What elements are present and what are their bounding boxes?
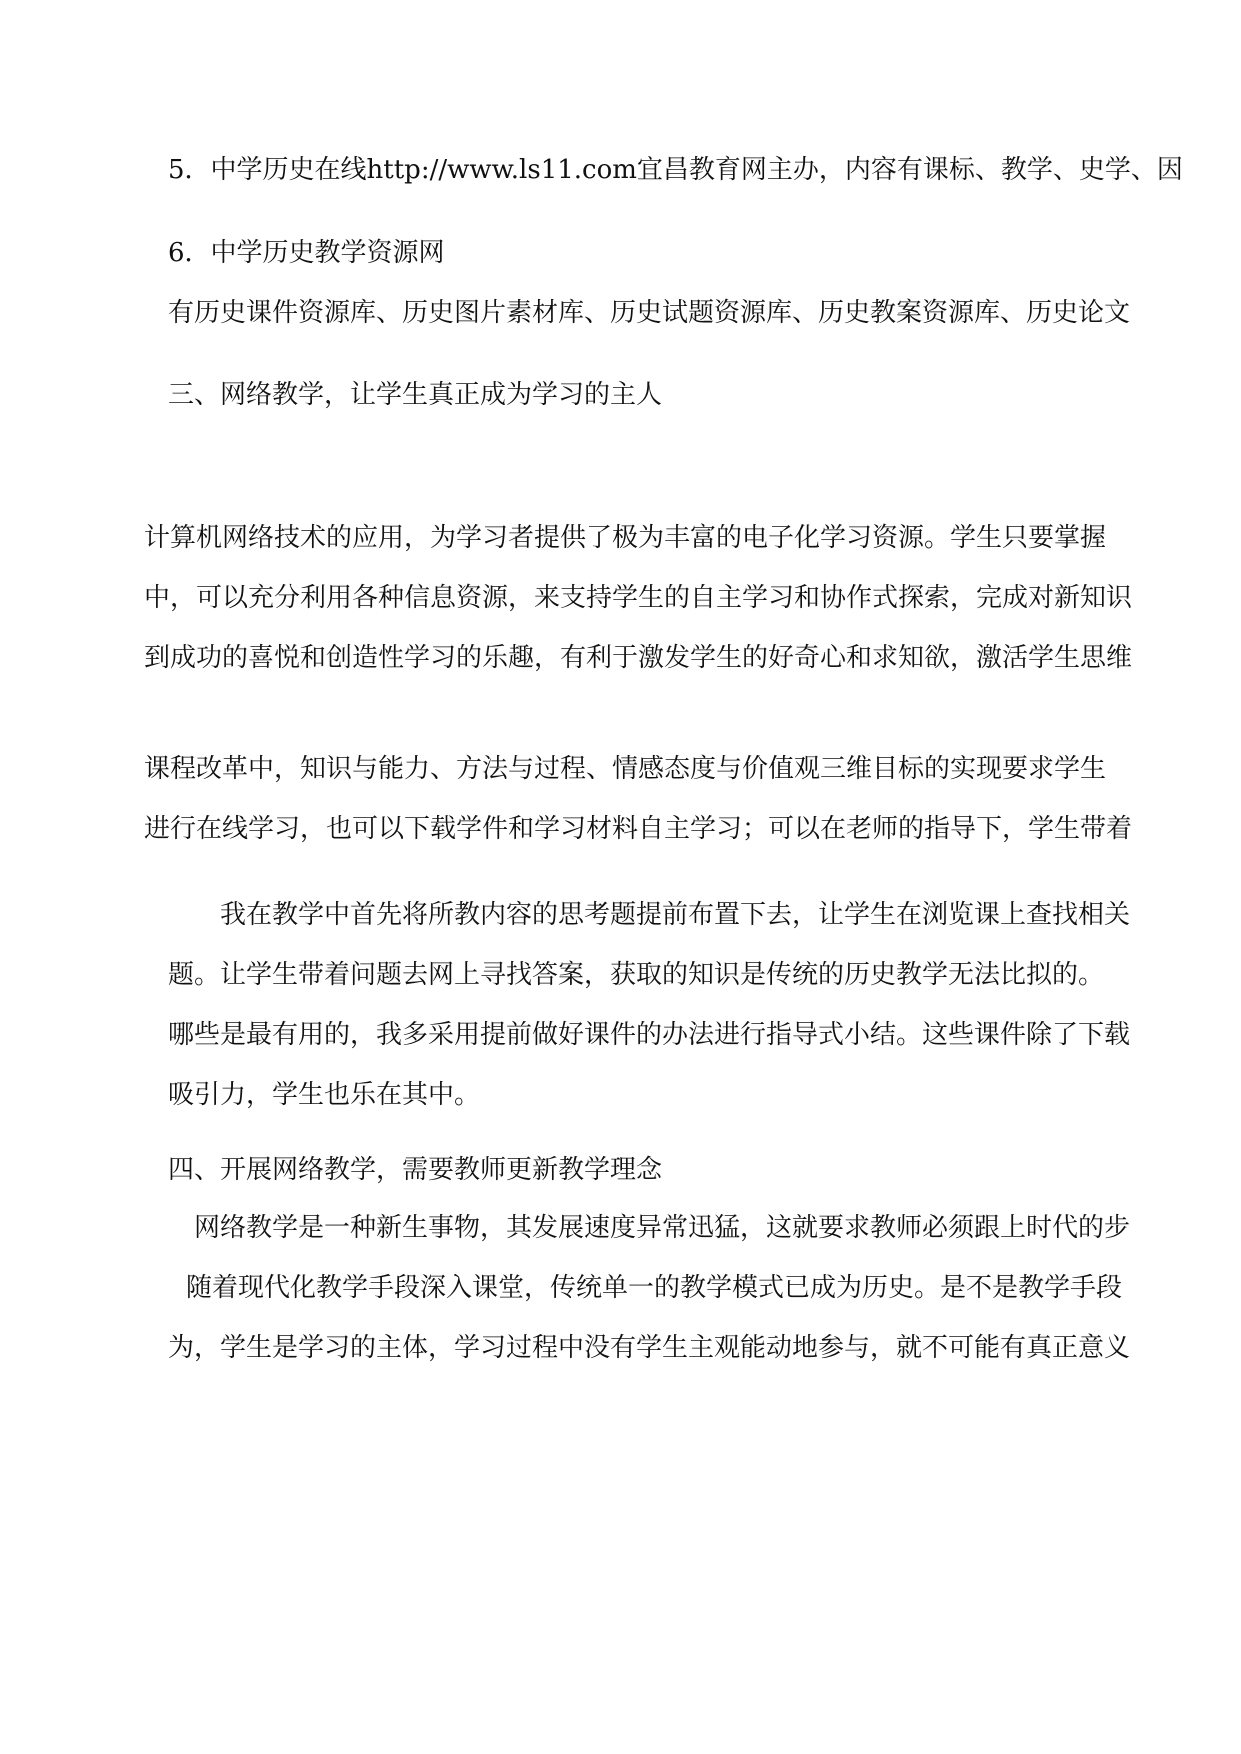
paragraph-line: 哪些是最有用的，我多采用提前做好课件的办法进行指导式小结。这些课件除了下载	[168, 1020, 1131, 1050]
paragraph-line: 随着现代化教学手段深入课堂，传统单一的教学模式已成为历史。是不是教学手段	[186, 1273, 1123, 1303]
paragraph-line: 吸引力，学生也乐在其中。	[168, 1080, 481, 1110]
list-item-6-body: 有历史课件资源库、历史图片素材库、历史试题资源库、历史教案资源库、历史论文	[168, 298, 1131, 328]
paragraph-line: 到成功的喜悦和创造性学习的乐趣，有利于激发学生的好奇心和求知欲，激活学生思维	[144, 643, 1133, 673]
section-heading-3: 三、网络教学，让学生真正成为学习的主人	[168, 380, 663, 410]
section-heading-4: 四、开展网络教学，需要教师更新教学理念	[168, 1155, 663, 1185]
paragraph-line: 网络教学是一种新生事物，其发展速度异常迅猛，这就要求教师必须跟上时代的步	[194, 1213, 1131, 1243]
paragraph-line: 题。让学生带着问题去网上寻找答案，获取的知识是传统的历史教学无法比拟的。	[168, 960, 1105, 990]
paragraph-line: 中，可以充分利用各种信息资源，来支持学生的自主学习和协作式探索，完成对新知识	[144, 583, 1133, 613]
paragraph-line: 计算机网络技术的应用，为学习者提供了极为丰富的电子化学习资源。学生只要掌握	[144, 523, 1107, 553]
list-item-6-title: 6．中学历史教学资源网	[168, 238, 445, 268]
list-item-5: 5．中学历史在线http://www.ls11.com宜昌教育网主办，内容有课标、教学、史学、因	[168, 155, 1183, 185]
paragraph-line: 进行在线学习，也可以下载学件和学习材料自主学习；可以在老师的指导下，学生带着	[144, 814, 1133, 844]
paragraph-line: 我在教学中首先将所教内容的思考题提前布置下去，让学生在浏览课上查找相关	[220, 900, 1131, 930]
paragraph-line: 为，学生是学习的主体，学习过程中没有学生主观能动地参与，就不可能有真正意义	[168, 1333, 1131, 1363]
paragraph-line: 课程改革中，知识与能力、方法与过程、情感态度与价值观三维目标的实现要求学生	[144, 754, 1107, 784]
